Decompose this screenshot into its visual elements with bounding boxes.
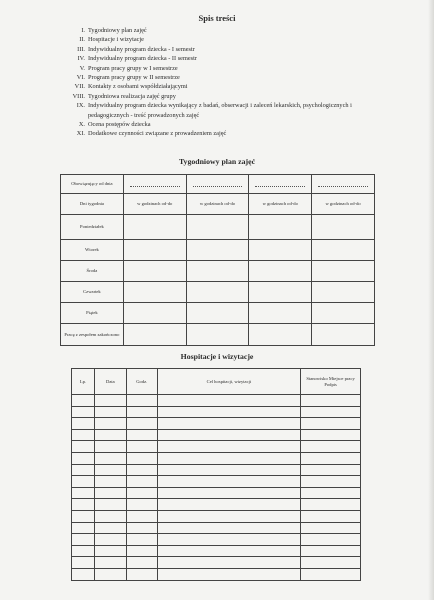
day-label: Piątek — [61, 303, 124, 324]
inspection-cell — [72, 557, 95, 569]
plan-cell — [186, 240, 249, 261]
inspections-table — [71, 368, 361, 581]
inspection-cell — [72, 499, 95, 511]
inspections-body — [72, 395, 361, 581]
dotted-line — [255, 181, 305, 187]
inspection-cell — [94, 545, 126, 557]
inspection-cell — [94, 476, 126, 488]
toc-number: IX. — [76, 102, 85, 110]
inspection-cell — [157, 557, 300, 569]
inspection-cell — [94, 522, 126, 534]
plan-cell — [186, 324, 249, 346]
inspection-cell — [126, 418, 157, 430]
inspection-cell — [157, 522, 300, 534]
lp-header: Lp. — [72, 369, 95, 395]
inspection-cell — [301, 557, 361, 569]
inspection-cell — [94, 510, 126, 522]
inspection-cell — [72, 395, 95, 407]
inspection-row — [72, 406, 361, 418]
inspection-cell — [94, 441, 126, 453]
inspection-row — [72, 534, 361, 546]
toc-text: Indywidualny program dziecka wynikający z badań, obserwacji i zaleceń lekarskich, psychologicznych i pedagogicznych - treść prowadzonych zajęć — [88, 102, 352, 119]
inspection-cell — [301, 418, 361, 430]
hours-header-row — [61, 194, 375, 215]
inspection-cell — [94, 557, 126, 569]
inspection-row — [72, 510, 361, 522]
inspection-cell — [157, 395, 300, 407]
inspection-cell — [301, 499, 361, 511]
inspection-cell — [94, 452, 126, 464]
inspection-cell — [301, 545, 361, 557]
inspections-title: Hospitacje i wizytacje — [180, 352, 254, 361]
day-label: Czwartek — [61, 282, 124, 303]
inspection-cell — [126, 522, 157, 534]
inspection-cell — [94, 487, 126, 499]
inspection-cell — [301, 534, 361, 546]
inspection-row — [72, 429, 361, 441]
inspection-row — [72, 568, 361, 580]
dotted-line — [130, 181, 180, 187]
valid-from-row — [61, 175, 375, 194]
plan-cell — [186, 282, 249, 303]
day-row — [61, 240, 375, 261]
inspection-cell — [126, 476, 157, 488]
day-label: Środa — [61, 261, 124, 282]
inspection-cell — [301, 487, 361, 499]
toc-item — [60, 82, 370, 91]
toc-number: II. — [79, 36, 85, 44]
inspection-cell — [72, 510, 95, 522]
inspection-cell — [72, 534, 95, 546]
inspection-row — [72, 395, 361, 407]
inspection-cell — [72, 406, 95, 418]
toc-item — [60, 129, 370, 138]
inspection-cell — [126, 510, 157, 522]
inspection-cell — [126, 406, 157, 418]
inspection-cell — [126, 487, 157, 499]
day-row — [61, 282, 375, 303]
hours-label: w godzinach od-do — [186, 194, 249, 215]
inspection-cell — [157, 487, 300, 499]
inspection-cell — [157, 545, 300, 557]
toc-item — [60, 64, 370, 73]
toc-text: Program pracy grupy w II semestrze — [88, 74, 180, 82]
toc-number: VI. — [76, 74, 85, 82]
inspection-row — [72, 545, 361, 557]
dotted-line — [318, 181, 368, 187]
inspection-row — [72, 452, 361, 464]
inspection-cell — [301, 452, 361, 464]
toc-text: Tygodniowa realizacja zajęć grupy — [88, 92, 176, 100]
table-of-contents — [60, 26, 370, 139]
plan-cell — [249, 324, 312, 346]
inspection-cell — [126, 557, 157, 569]
toc-text: Hospitacje i wizytacje — [88, 36, 144, 44]
inspection-row — [72, 522, 361, 534]
dotted-line — [193, 181, 243, 187]
inspection-cell — [94, 568, 126, 580]
plan-cell — [249, 261, 312, 282]
inspection-cell — [301, 522, 361, 534]
toc-number: V. — [79, 64, 85, 72]
valid-from-cell — [312, 175, 375, 194]
toc-number: VII. — [74, 83, 85, 91]
toc-item — [60, 120, 370, 129]
toc-number: I. — [81, 27, 85, 34]
plan-cell — [186, 261, 249, 282]
plan-cell — [123, 215, 186, 240]
inspection-cell — [72, 464, 95, 476]
inspection-cell — [94, 499, 126, 511]
toc-number: III. — [77, 45, 85, 53]
date-header: Data — [94, 369, 126, 395]
inspection-row — [72, 441, 361, 453]
plan-cell — [186, 303, 249, 324]
toc-title: Spis treści — [198, 13, 236, 23]
inspection-row — [72, 418, 361, 430]
toc-text: Kontakty z osobami współdziałającymi — [88, 83, 188, 91]
inspection-row — [72, 557, 361, 569]
inspection-cell — [72, 487, 95, 499]
inspection-cell — [72, 441, 95, 453]
toc-item — [60, 73, 370, 82]
inspection-cell — [157, 568, 300, 580]
plan-cell — [123, 303, 186, 324]
toc-text: Indywidualny program dziecka - I semestr — [88, 45, 195, 53]
inspections-header-row — [72, 369, 361, 395]
inspection-cell — [94, 429, 126, 441]
toc-text: Ocena postępów dziecka — [88, 121, 151, 129]
toc-item — [60, 35, 370, 44]
plan-cell — [312, 303, 375, 324]
inspection-cell — [157, 464, 300, 476]
weekly-plan-table — [60, 174, 375, 346]
page-edge — [428, 0, 434, 600]
plan-cell — [249, 240, 312, 261]
inspection-cell — [126, 395, 157, 407]
inspection-cell — [301, 395, 361, 407]
inspection-cell — [301, 476, 361, 488]
toc-text: Indywidualny program dziecka - II semestr — [88, 55, 197, 63]
inspection-cell — [157, 452, 300, 464]
inspection-cell — [126, 429, 157, 441]
inspection-cell — [126, 499, 157, 511]
inspection-cell — [72, 476, 95, 488]
plan-cell — [312, 215, 375, 240]
inspection-cell — [126, 464, 157, 476]
inspection-cell — [301, 429, 361, 441]
day-row — [61, 303, 375, 324]
inspection-cell — [157, 418, 300, 430]
valid-from-cell — [186, 175, 249, 194]
toc-item — [60, 45, 370, 54]
inspection-cell — [157, 476, 300, 488]
inspection-cell — [157, 406, 300, 418]
plan-cell — [312, 324, 375, 346]
weekly-plan-title: Tygodniowy plan zajęć — [178, 157, 256, 166]
inspection-cell — [72, 522, 95, 534]
hours-label: w godzinach od-do — [312, 194, 375, 215]
inspection-cell — [94, 534, 126, 546]
plan-cell — [312, 282, 375, 303]
plan-cell — [312, 261, 375, 282]
toc-text: Dodatkowe czynności związane z prowadzeniem zajęć — [88, 130, 227, 138]
inspection-cell — [72, 568, 95, 580]
toc-number: X. — [78, 121, 85, 129]
days-label: Dni tygodnia — [61, 194, 124, 215]
inspection-cell — [126, 545, 157, 557]
inspection-cell — [94, 406, 126, 418]
inspection-cell — [157, 510, 300, 522]
inspection-cell — [72, 418, 95, 430]
toc-item — [60, 101, 370, 120]
inspection-cell — [301, 464, 361, 476]
day-label: Wtorek — [61, 240, 124, 261]
plan-cell — [312, 240, 375, 261]
inspection-row — [72, 476, 361, 488]
valid-from-cell — [249, 175, 312, 194]
plan-cell — [123, 261, 186, 282]
inspection-cell — [157, 429, 300, 441]
toc-item — [60, 92, 370, 101]
toc-number: XI. — [76, 130, 85, 138]
purpose-header: Cel hospitacji, wizytacji — [157, 369, 300, 395]
hour-header: Godz. — [126, 369, 157, 395]
inspection-cell — [94, 418, 126, 430]
toc-text: Program pracy grupy w I semestrze — [88, 64, 178, 72]
toc-number: VIII. — [72, 92, 85, 100]
inspection-cell — [72, 545, 95, 557]
toc-item — [60, 54, 370, 63]
inspection-cell — [126, 441, 157, 453]
inspection-cell — [94, 395, 126, 407]
day-label: Poniedziałek — [61, 215, 124, 240]
inspection-cell — [126, 568, 157, 580]
inspection-cell — [126, 452, 157, 464]
inspection-cell — [301, 568, 361, 580]
hours-label: w godzinach od-do — [123, 194, 186, 215]
plan-cell — [186, 215, 249, 240]
plan-cell — [123, 282, 186, 303]
inspection-cell — [157, 441, 300, 453]
day-row — [61, 324, 375, 346]
inspection-cell — [94, 464, 126, 476]
plan-cell — [123, 240, 186, 261]
inspection-cell — [72, 429, 95, 441]
valid-from-label: Obowiązujący od dnia — [61, 175, 124, 194]
plan-cell — [249, 282, 312, 303]
inspection-cell — [126, 534, 157, 546]
plan-cell — [123, 324, 186, 346]
hours-label: w godzinach od-do — [249, 194, 312, 215]
plan-cell — [249, 215, 312, 240]
inspection-cell — [157, 534, 300, 546]
inspection-cell — [157, 499, 300, 511]
day-label: Pracę z zespołem zakończono — [61, 324, 124, 346]
toc-item — [60, 26, 370, 35]
inspection-row — [72, 499, 361, 511]
inspection-row — [72, 464, 361, 476]
signature-header: Stanowisko Miejsce pracy Podpis — [301, 369, 361, 395]
inspection-cell — [301, 441, 361, 453]
inspection-cell — [301, 510, 361, 522]
toc-number: IV. — [77, 55, 85, 63]
inspection-cell — [72, 452, 95, 464]
day-row — [61, 261, 375, 282]
plan-cell — [249, 303, 312, 324]
inspection-row — [72, 487, 361, 499]
inspection-cell — [301, 406, 361, 418]
day-row — [61, 215, 375, 240]
valid-from-cell — [123, 175, 186, 194]
toc-text: Tygodniowy plan zajęć — [88, 27, 147, 34]
